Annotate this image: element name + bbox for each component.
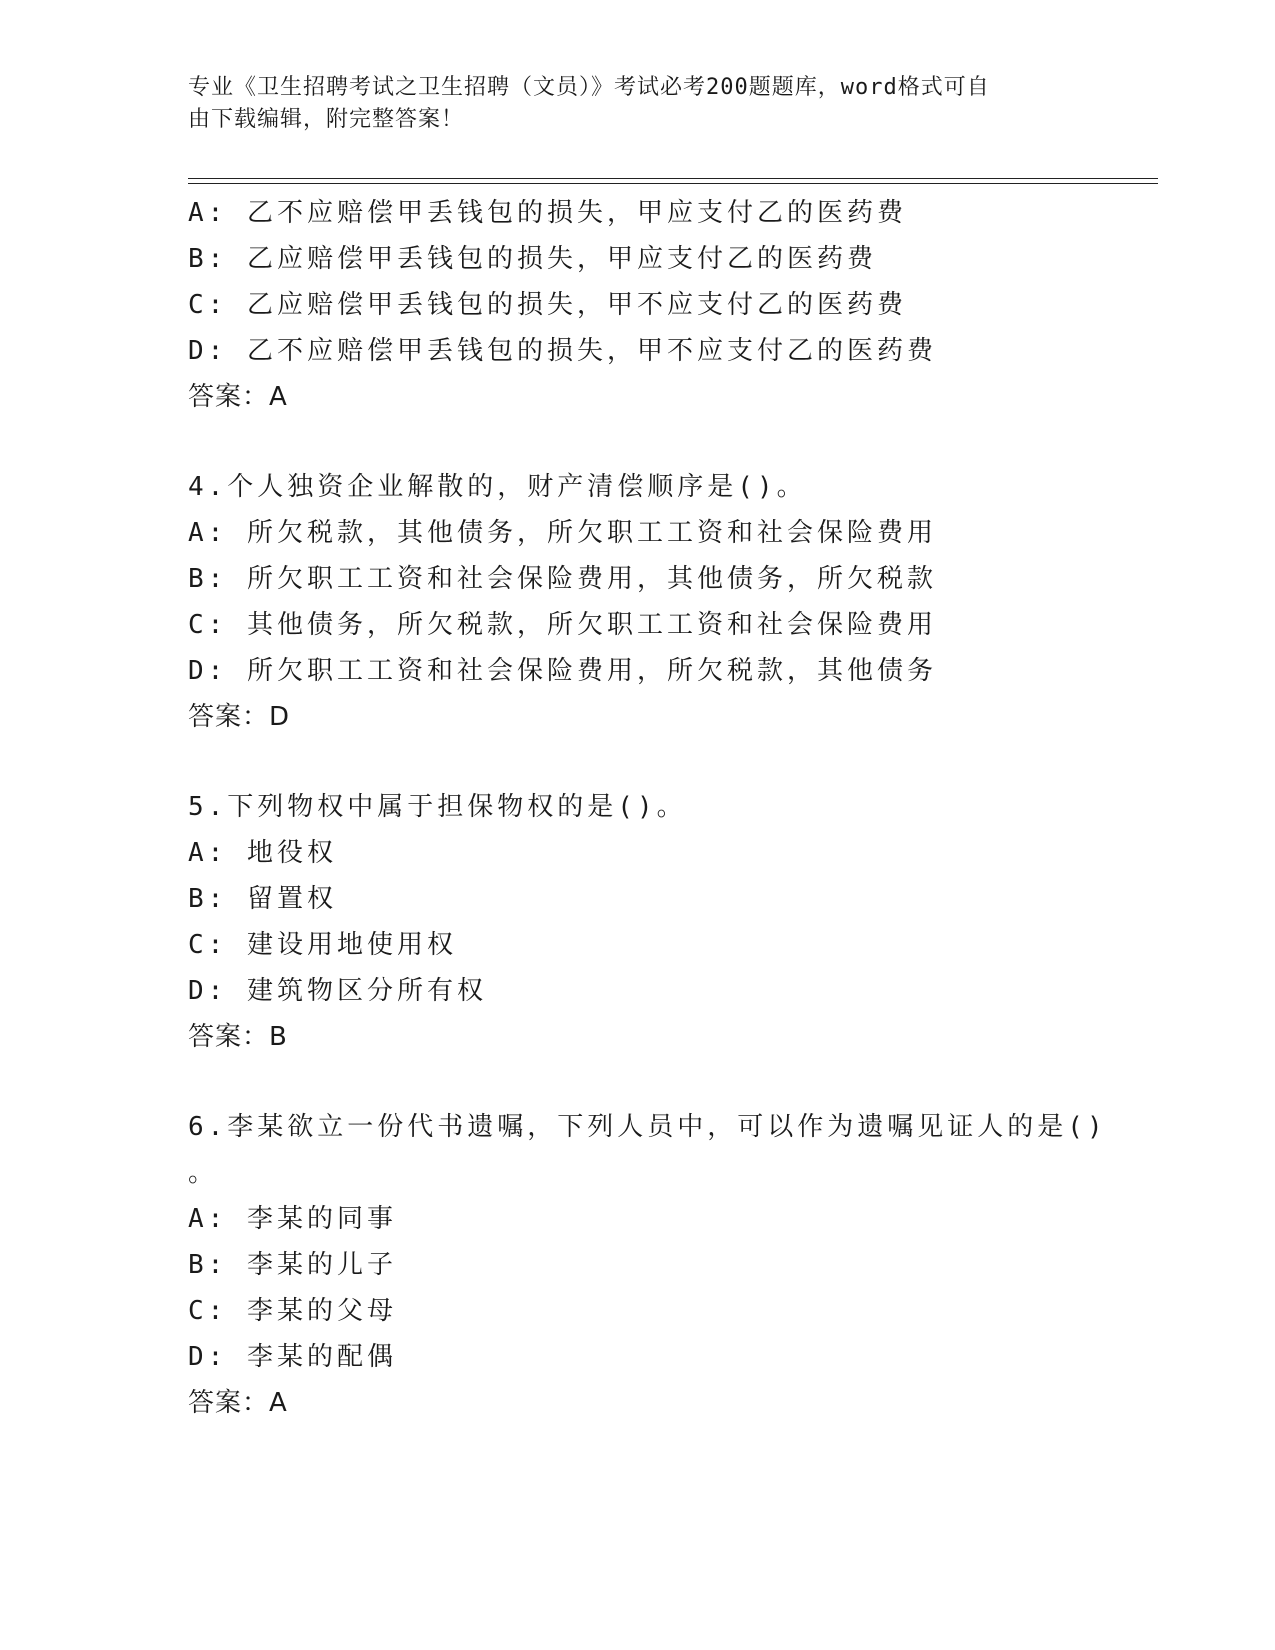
option-c: C: 李某的父母 <box>188 1296 397 1326</box>
question-5 <box>188 784 1088 1060</box>
option-d: D: 所欠职工工资和社会保险费用，所欠税款，其他债务 <box>188 656 937 686</box>
option-b: B: 留置权 <box>188 884 337 914</box>
header-line-1: 专业《卫生招聘考试之卫生招聘（文员）》考试必考200题题库，word格式可自 <box>188 75 990 100</box>
question-list <box>188 190 1107 1426</box>
header-divider-bottom <box>188 183 1158 184</box>
question-3 <box>188 190 1088 420</box>
spacer <box>188 1060 1088 1104</box>
header-divider-top <box>188 178 1158 179</box>
option-b: B: 所欠职工工资和社会保险费用，其他债务，所欠税款 <box>188 564 937 594</box>
document-header <box>188 72 1068 136</box>
question-text: 4.个人独资企业解散的，财产清偿顺序是()。 <box>188 472 807 502</box>
option-b: B: 李某的儿子 <box>188 1250 397 1280</box>
spacer <box>188 420 1088 464</box>
question-4 <box>188 464 1088 740</box>
option-d: D: 建筑物区分所有权 <box>188 976 487 1006</box>
header-line-2: 由下载编辑，附完整答案！ <box>188 107 465 132</box>
option-c: C: 其他债务，所欠税款，所欠职工工资和社会保险费用 <box>188 610 937 640</box>
answer: 答案：A <box>188 382 288 412</box>
option-c: C: 乙应赔偿甲丢钱包的损失，甲不应支付乙的医药费 <box>188 290 907 320</box>
option-d: D: 李某的配偶 <box>188 1342 397 1372</box>
option-a: A: 李某的同事 <box>188 1204 397 1234</box>
question-6 <box>188 1104 1107 1426</box>
question-text: 5.下列物权中属于担保物权的是()。 <box>188 792 687 822</box>
spacer <box>188 740 1088 784</box>
option-d: D: 乙不应赔偿甲丢钱包的损失，甲不应支付乙的医药费 <box>188 336 937 366</box>
question-text: 6.李某欲立一份代书遗嘱，下列人员中，可以作为遗嘱见证人的是() <box>188 1112 1107 1142</box>
answer: 答案：D <box>188 702 291 732</box>
option-a: A: 所欠税款，其他债务，所欠职工工资和社会保险费用 <box>188 518 937 548</box>
option-a: A: 地役权 <box>188 838 337 868</box>
option-b: B: 乙应赔偿甲丢钱包的损失，甲应支付乙的医药费 <box>188 244 877 274</box>
question-text-continued: 。 <box>188 1158 219 1188</box>
answer: 答案：B <box>188 1022 288 1052</box>
option-c: C: 建设用地使用权 <box>188 930 457 960</box>
answer: 答案：A <box>188 1388 288 1418</box>
option-a: A: 乙不应赔偿甲丢钱包的损失，甲应支付乙的医药费 <box>188 198 907 228</box>
